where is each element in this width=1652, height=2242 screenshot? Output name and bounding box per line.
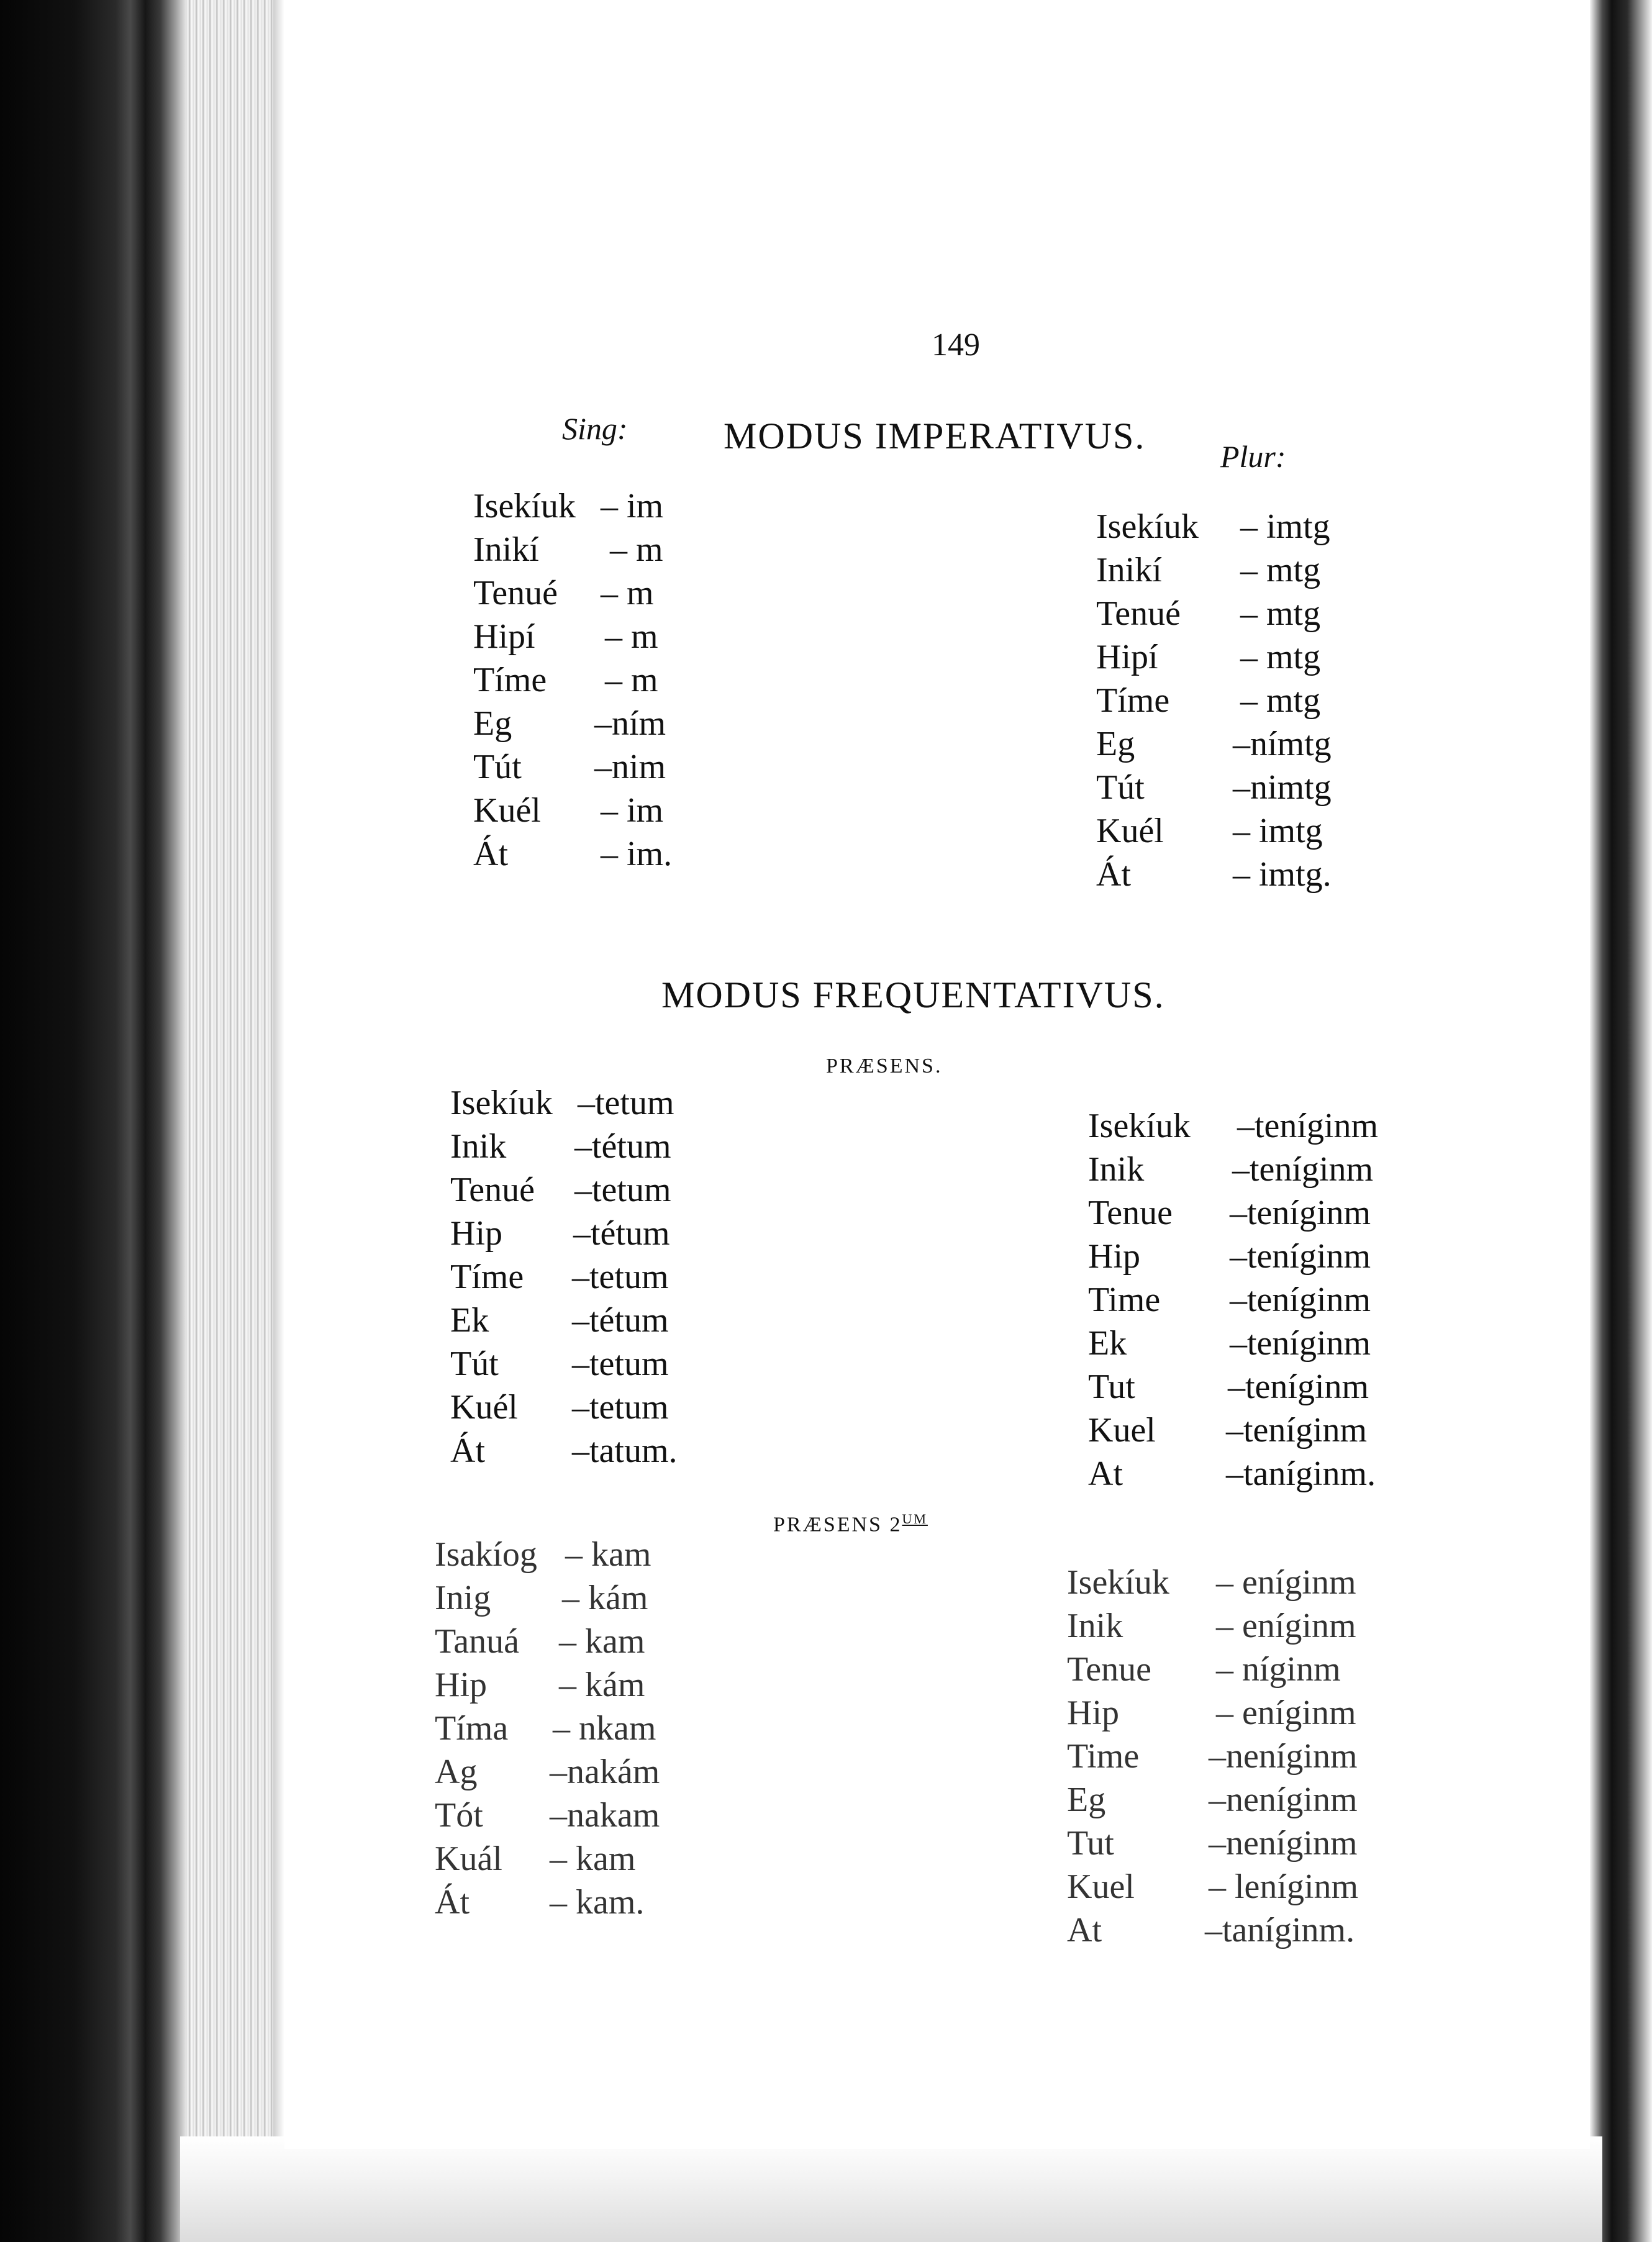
list-item: Hipí – mtg bbox=[1096, 638, 1321, 676]
praesens-plural-list bbox=[1088, 1109, 1399, 1500]
list-item: Eg –ním bbox=[473, 704, 666, 743]
imperative-plural-list bbox=[1096, 509, 1363, 901]
list-item: Inikí – m bbox=[473, 530, 663, 569]
list-item: Isekíuk – eníginm bbox=[1067, 1563, 1356, 1602]
list-item: Time –neníginm bbox=[1067, 1737, 1358, 1776]
list-item: Hip –teníginm bbox=[1088, 1237, 1371, 1276]
list-item: Tíme – mtg bbox=[1096, 681, 1321, 720]
list-item: Tanuá – kam bbox=[435, 1622, 645, 1661]
list-item: Eg –nímtg bbox=[1096, 725, 1332, 763]
list-item: Ek –tétum bbox=[450, 1301, 669, 1340]
list-item: Eg –neníginm bbox=[1067, 1781, 1358, 1819]
page-edge-shadow bbox=[273, 0, 284, 2242]
praesens2-superscript: UM bbox=[902, 1511, 928, 1527]
list-item: Time –teníginm bbox=[1088, 1281, 1371, 1319]
list-item: Tút –tetum bbox=[450, 1345, 669, 1383]
list-item: Tenué –tetum bbox=[450, 1171, 671, 1209]
book-binding bbox=[0, 0, 186, 2242]
list-item: Tíme – m bbox=[473, 661, 658, 699]
list-item: Isakíog – kam bbox=[435, 1535, 651, 1574]
list-item: Át – im. bbox=[473, 835, 673, 873]
list-item: Hip – kám bbox=[435, 1666, 645, 1704]
list-item: Tút –nimtg bbox=[1096, 768, 1332, 807]
list-item: Kuél – imtg bbox=[1096, 812, 1323, 850]
list-item: Tenué – mtg bbox=[1096, 594, 1321, 633]
list-item: Isekíuk – imtg bbox=[1096, 507, 1330, 546]
list-item: Tenué – m bbox=[473, 574, 654, 612]
book-right-edge bbox=[1590, 0, 1652, 2242]
list-item: Kuél – im bbox=[473, 791, 664, 830]
list-item: Ag –nakám bbox=[435, 1753, 660, 1791]
list-item: Inik –tétum bbox=[450, 1127, 671, 1166]
page-edges bbox=[186, 0, 273, 2242]
list-item: Át –tatum. bbox=[450, 1432, 678, 1470]
list-item: Ek –teníginm bbox=[1088, 1324, 1371, 1363]
list-item: Inik –teníginm bbox=[1088, 1150, 1374, 1189]
list-item: Inig – kám bbox=[435, 1579, 648, 1617]
list-item: Át – kam. bbox=[435, 1883, 645, 1922]
list-item: Tíma – nkam bbox=[435, 1709, 656, 1748]
book-bottom-edge bbox=[180, 2136, 1602, 2242]
list-item: Kuál – kam bbox=[435, 1840, 636, 1878]
list-item: Át – imtg. bbox=[1096, 855, 1332, 894]
page-number: 149 bbox=[932, 327, 980, 363]
list-item: Tenue – níginm bbox=[1067, 1650, 1341, 1689]
praesens2-singular-list bbox=[435, 1537, 696, 1928]
list-item: Kuel – leníginm bbox=[1067, 1868, 1359, 1906]
sing-label: Sing: bbox=[562, 411, 628, 446]
praesens2-label: PRÆSENS $2^{UM}$ bbox=[773, 1511, 928, 1536]
plur-label: Plur: bbox=[1220, 439, 1286, 474]
list-item: At –taníginm. bbox=[1067, 1911, 1355, 1949]
list-item: Hip –tétum bbox=[450, 1214, 670, 1253]
list-item: Tut –teníginm bbox=[1088, 1368, 1369, 1406]
praesens-label: PRÆSENS. bbox=[826, 1055, 943, 1078]
praesens-singular-list bbox=[450, 1086, 711, 1477]
list-item: Hipí – m bbox=[473, 617, 658, 656]
imperative-singular-list bbox=[473, 489, 734, 880]
list-item: Inik – eníginm bbox=[1067, 1607, 1356, 1645]
frequentative-title: MODUS FREQUENTATIVUS. bbox=[661, 974, 1165, 1015]
list-item: Kuél –tetum bbox=[450, 1388, 669, 1427]
list-item: Tíme –tetum bbox=[450, 1258, 669, 1296]
list-item: Isekíuk –teníginm bbox=[1088, 1107, 1379, 1145]
praesens2-plural-list bbox=[1067, 1565, 1390, 1956]
list-item: Tenue –teníginm bbox=[1088, 1194, 1371, 1232]
list-item: Tút –nim bbox=[473, 748, 666, 786]
list-item: At –taníginm. bbox=[1088, 1455, 1376, 1493]
list-item: Kuel –teníginm bbox=[1088, 1411, 1368, 1450]
list-item: Isekíuk –tetum bbox=[450, 1084, 674, 1122]
list-item: Isekíuk – im bbox=[473, 487, 664, 525]
imperative-title: MODUS IMPERATIVUS. bbox=[724, 415, 1146, 456]
list-item: Inikí – mtg bbox=[1096, 551, 1321, 589]
list-item: Tut –neníginm bbox=[1067, 1824, 1358, 1863]
list-item: Tót –nakam bbox=[435, 1796, 660, 1835]
list-item: Hip – eníginm bbox=[1067, 1694, 1356, 1732]
